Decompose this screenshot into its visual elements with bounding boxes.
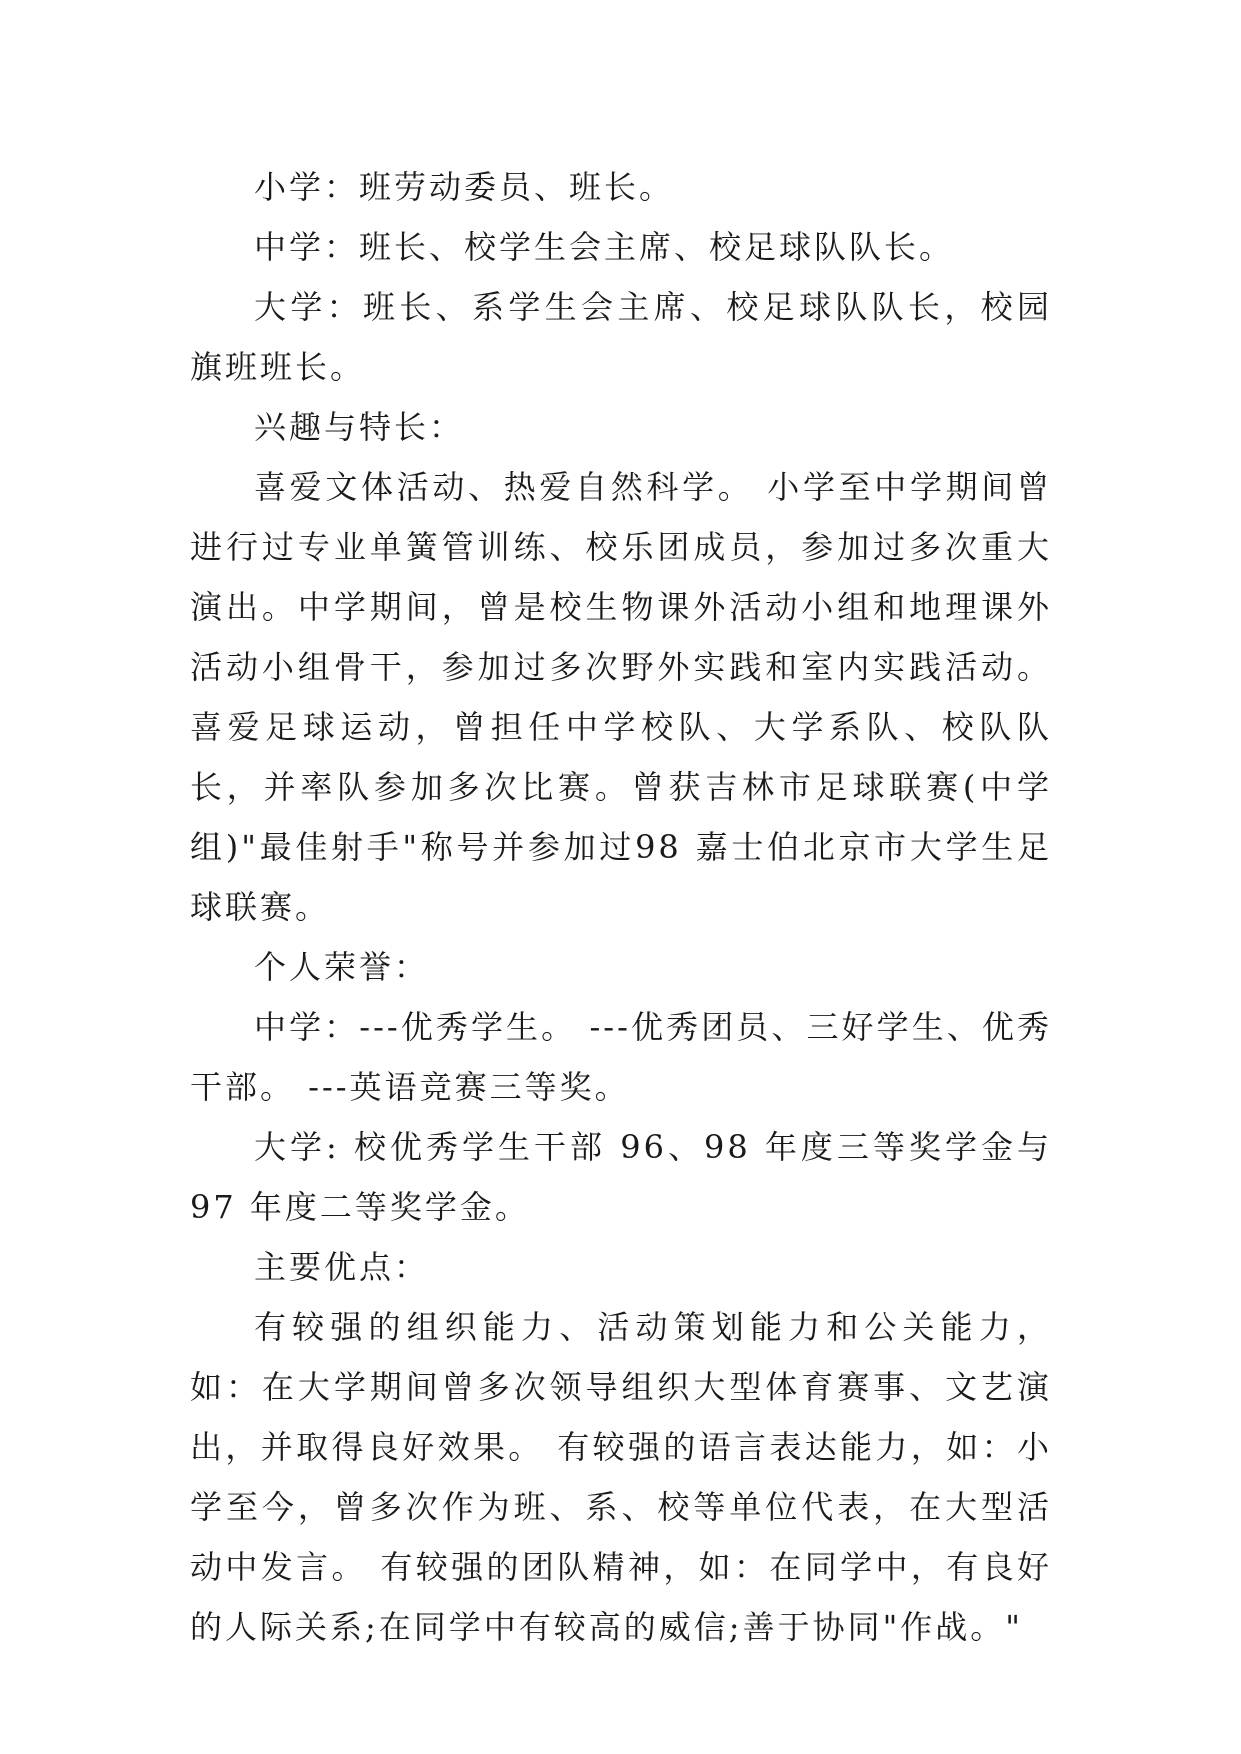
paragraph-honors-university: 大学: 校优秀学生干部 96、98 年度三等奖学金与 97 年度二等奖学金。 xyxy=(190,1128,1052,1226)
document-body xyxy=(190,157,1052,1657)
paragraph-primary-school-roles: 小学：班劳动委员、班长。 xyxy=(254,168,675,206)
heading-strengths: 主要优点： xyxy=(254,1248,430,1286)
heading-honors: 个人荣誉： xyxy=(254,948,430,986)
paragraph-university-roles: 大学：班长、系学生会主席、校足球队队长，校园旗班班长。 xyxy=(190,288,1052,386)
paragraph-strengths: 有较强的组织能力、活动策划能力和公关能力，如：在大学期间曾多次领导组织大型体育赛事、文艺演出，并取得良好效果。 有较强的语言表达能力，如：小学至今，曾多次作为班、系、校等单位代表，在大型活动中发言。 有较强的团队精神，如：在同学中，有良好的人际关系;在同学中有较高的威信;善于协同"作战。" xyxy=(190,1308,1052,1646)
paragraph-honors-middle-school: 中学：---优秀学生。 ---优秀团员、三好学生、优秀干部。 ---英语竞赛三等奖。 xyxy=(190,1008,1052,1106)
heading-interests: 兴趣与特长： xyxy=(254,408,465,446)
paragraph-interests: 喜爱文体活动、热爱自然科学。 小学至中学期间曾进行过专业单簧管训练、校乐团成员，参加过多次重大演出。中学期间，曾是校生物课外活动小组和地理课外活动小组骨干，参加过多次野外实践和室内实践活动。喜爱足球运动，曾担任中学校队、大学系队、校队队长，并率队参加多次比赛。曾获吉林市足球联赛(中学组)"最佳射手"称号并参加过98 嘉士伯北京市大学生足球联赛。 xyxy=(190,468,1052,926)
paragraph-middle-school-roles: 中学：班长、校学生会主席、校足球队队长。 xyxy=(254,228,955,266)
